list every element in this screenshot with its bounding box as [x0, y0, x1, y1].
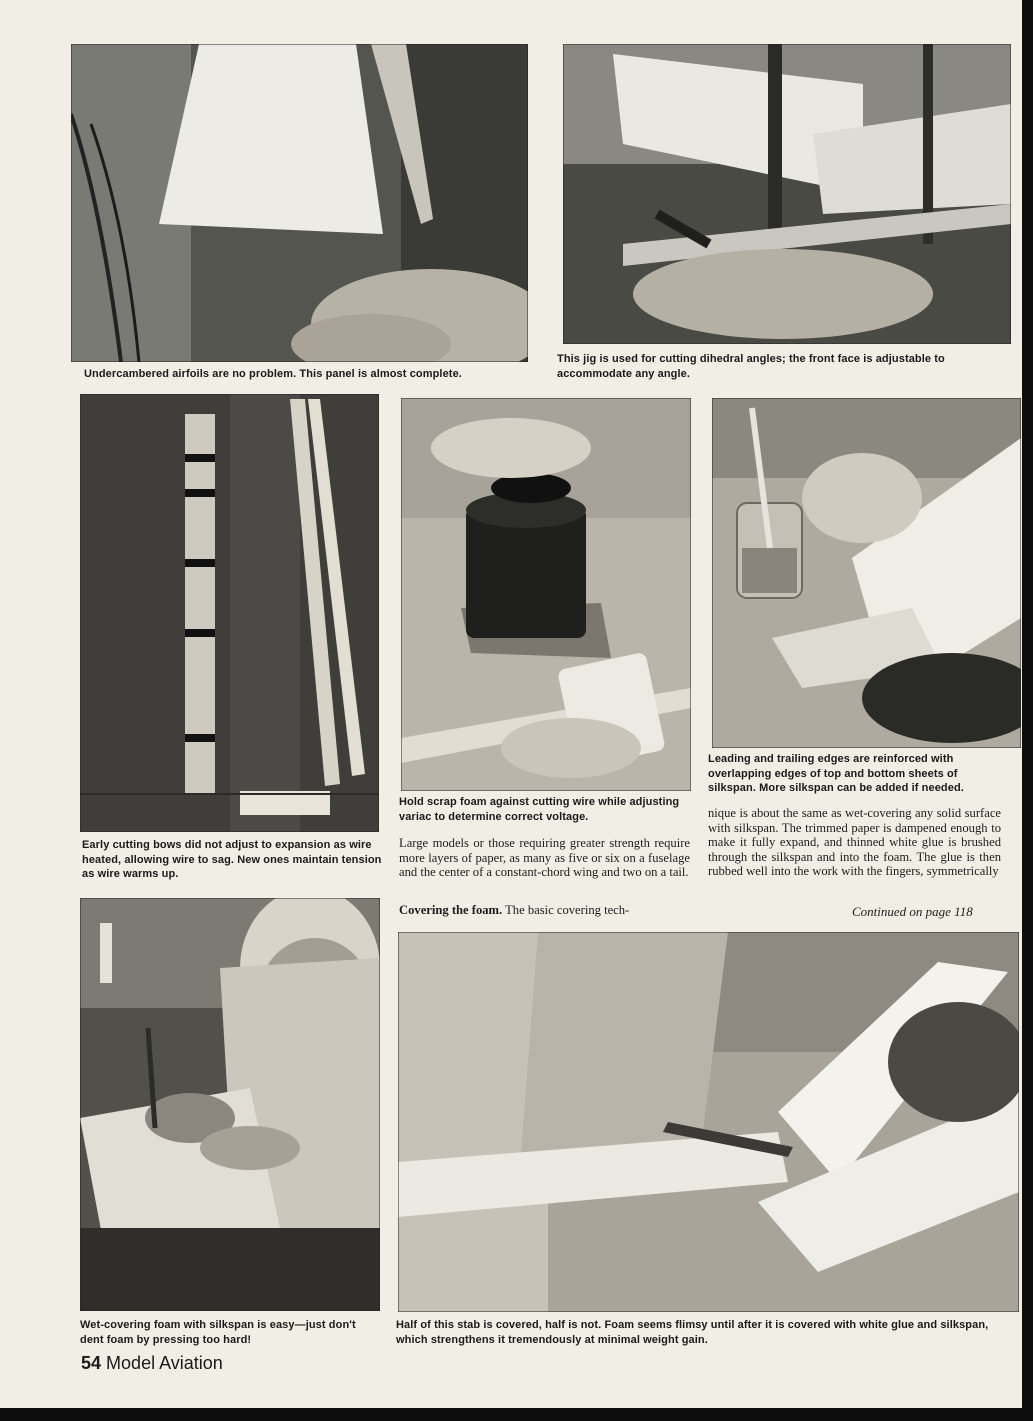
photo-variac: [401, 398, 691, 791]
article-paragraph-2-start-text: The basic covering tech-: [505, 903, 630, 917]
caption-photo-2: This jig is used for cutting dihedral angles; the front face is adjustable to accommodate any angle.: [557, 353, 945, 380]
caption-photo-6: Wet-covering foam with silkspan is easy—just don't dent foam by pressing too hard!: [80, 1319, 356, 1346]
page-number: 54: [81, 1353, 102, 1373]
page-folio: [81, 1353, 223, 1374]
continued-on-page: Continued on page 118: [852, 904, 973, 919]
photo-wet-covering: [80, 898, 380, 1311]
caption-photo-4: Hold scrap foam against cutting wire while adjusting variac to determine correct voltage.: [399, 796, 680, 823]
caption-photo-7: Half of this stab is covered, half is not. Foam seems flimsy until after it is covered with white glue and silkspan, which strengthens it tremendously at minimal weight gain.: [396, 1319, 989, 1346]
magazine-title: Model Aviation: [106, 1353, 223, 1373]
article-subhead: Covering the foam.: [399, 903, 503, 917]
caption-photo-3: Early cutting bows did not adjust to expansion as wire heated, allowing wire to sag. New ones maintain tension as wire warms up.: [82, 839, 382, 880]
photo-stab-covered: [398, 932, 1019, 1312]
article-paragraph-2-start: [399, 903, 690, 918]
photo-edge-reinforcing: [712, 398, 1021, 748]
article-paragraph-1: [399, 836, 690, 880]
photo-dihedral-jig: [563, 44, 1011, 344]
caption-photo-5: Leading and trailing edges are reinforced with overlapping edges of top and bottom sheets of silkspan. More silkspan can be added if needed.: [708, 753, 964, 794]
photo-cutting-bows: [80, 394, 379, 832]
article-paragraph-1-text: Large models or those requiring greater strength require more layers of paper, as many as five or six on a fuselage and the center of a constant-chord wing and two on a tail.: [399, 836, 690, 880]
article-paragraph-2-continued: nique is about the same as wet-covering any solid surface with silkspan. The trimmed paper is dampened enough to make it fully expand, and thinned white glue is brushed through the silkspan and into the foam. The glue is then rubbed well into the work with the fingers, symmetrically: [708, 806, 1001, 879]
photo-airfoil-panel: [71, 44, 528, 362]
caption-photo-1: Undercambered airfoils are no problem. This panel is almost complete.: [84, 368, 462, 380]
